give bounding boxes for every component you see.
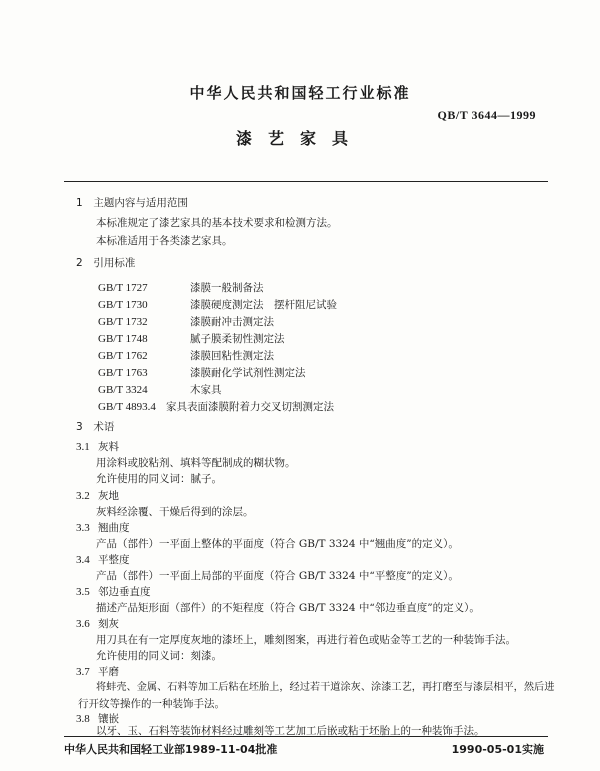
reference-name: 漆膜耐冲击测定法	[190, 316, 274, 328]
paragraph: 本标准适用于各类漆艺家具。	[96, 235, 233, 247]
approval-date: 中华人民共和国轻工业部1989-11-04批准	[64, 743, 278, 756]
footer-rule	[64, 736, 548, 737]
reference-item	[98, 349, 274, 363]
reference-name: 腻子膜柔韧性测定法	[190, 333, 285, 345]
standard-number: QB/T 3644—1999	[437, 108, 536, 122]
reference-name: 漆膜硬度测定法 摆杆阻尼试验	[190, 299, 337, 311]
term-definition: 产品（部件）一平面上整体的平面度（符合 GB/T 3324 中“翘曲度”的定义）。	[96, 538, 459, 550]
section-3-heading	[76, 420, 114, 434]
term-number: 3.2	[76, 490, 90, 502]
term-definition: 用刀具在有一定厚度灰地的漆坯上，雕刻图案，再进行着色或贴金等工艺的一种装饰手法。	[96, 634, 516, 646]
reference-code: GB/T 1730	[98, 299, 148, 311]
reference-code: GB/T 3324	[98, 384, 148, 396]
term-definition: 以牙、玉、石料等装饰材料经过雕刻等工艺加工后嵌或粘于坯胎上的一种装饰手法。	[96, 725, 485, 737]
term-number: 3.6	[76, 618, 90, 630]
reference-name: 漆膜一般制备法	[190, 282, 264, 294]
section-number: 2	[76, 257, 83, 269]
header-rule	[64, 181, 548, 182]
term-number: 3.7	[76, 666, 90, 678]
reference-code: GB/T 1727	[98, 282, 148, 294]
reference-name: 漆膜回粘性测定法	[190, 350, 274, 362]
term-number: 3.3	[76, 522, 90, 534]
section-title: 主题内容与适用范围	[93, 197, 188, 209]
reference-code: GB/T 1763	[98, 367, 148, 379]
implementation-date: 1990-05-01实施	[451, 743, 544, 756]
reference-item	[98, 281, 264, 295]
term-definition-continued: 行开纹等操作的一种装饰手法。	[78, 698, 225, 710]
issuing-body-title: 中华人民共和国轻工行业标准	[189, 84, 411, 102]
section-title: 引用标准	[93, 257, 136, 269]
reference-item	[98, 332, 285, 346]
term-synonym: 允许使用的同义词：腻子。	[96, 473, 222, 485]
section-2-heading	[76, 256, 135, 270]
reference-item	[98, 298, 337, 312]
reference-item	[98, 366, 306, 380]
term-number: 3.8	[76, 713, 90, 725]
paragraph: 本标准规定了漆艺家具的基本技术要求和检测方法。	[96, 217, 338, 229]
reference-code: GB/T 4893.4	[98, 401, 156, 413]
term-name: 镶嵌	[98, 713, 119, 725]
term-definition: 描述产品矩形面（部件）的不矩程度（符合 GB/T 3324 中“邻边垂直度”的定义）。	[96, 602, 480, 614]
section-number: 3	[76, 421, 83, 433]
section-number: 1	[76, 197, 83, 209]
document-title: 漆艺家具	[235, 129, 364, 148]
term-number: 3.5	[76, 586, 90, 598]
term-name: 邻边垂直度	[98, 586, 151, 598]
reference-code: GB/T 1732	[98, 316, 148, 328]
reference-name: 漆膜耐化学试剂性测定法	[190, 367, 306, 379]
term-definition: 将蚌壳、金属、石料等加工后粘在坯胎上，经过若干道涂灰、涂漆工艺，再打磨至与漆层相平，然后进	[96, 682, 555, 693]
reference-item	[98, 383, 222, 397]
reference-item	[98, 400, 334, 414]
term-synonym: 允许使用的同义词：刻漆。	[96, 650, 222, 662]
term-definition: 灰料经涂覆、干燥后得到的涂层。	[96, 506, 254, 518]
term-name: 灰地	[98, 490, 119, 502]
reference-item	[98, 315, 274, 329]
section-1-heading	[76, 196, 188, 210]
term-definition: 用涂料或胶粘剂、填料等配制成的糊状物。	[96, 457, 296, 469]
term-name: 平磨	[98, 666, 119, 678]
section-title: 术语	[93, 421, 115, 433]
reference-code: GB/T 1748	[98, 333, 148, 345]
term-name: 灰料	[98, 441, 119, 453]
reference-code: GB/T 1762	[98, 350, 148, 362]
term-name: 刻灰	[98, 618, 119, 630]
term-number: 3.4	[76, 554, 90, 566]
term-name: 平整度	[98, 554, 130, 566]
reference-name: 木家具	[190, 384, 222, 396]
term-number: 3.1	[76, 441, 90, 453]
term-name: 翘曲度	[98, 522, 130, 534]
reference-name: 家具表面漆膜附着力交叉切割测定法	[166, 401, 334, 413]
term-definition: 产品（部件）一平面上局部的平面度（符合 GB/T 3324 中“平整度”的定义）。	[96, 570, 459, 582]
